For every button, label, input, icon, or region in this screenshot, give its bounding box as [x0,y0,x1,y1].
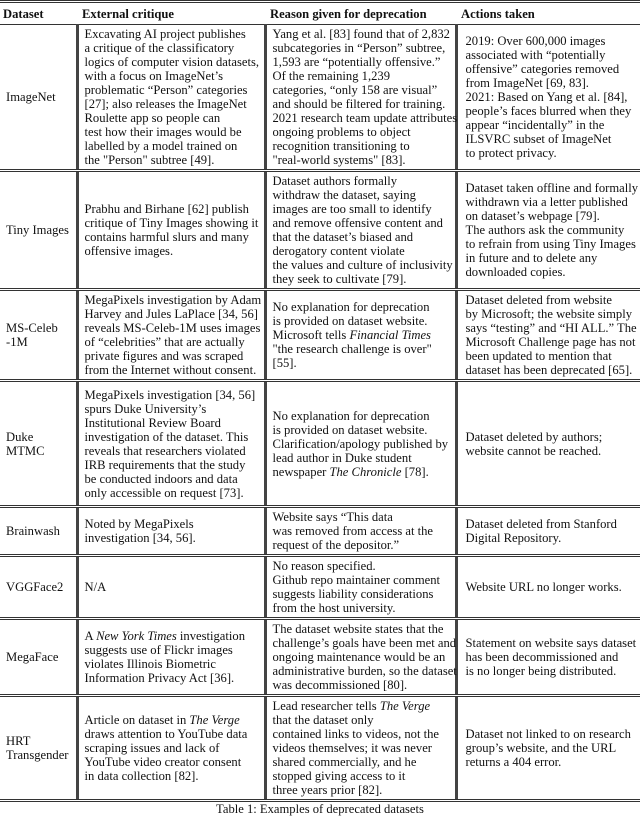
cell-line: by Microsoft; the website simply [465,307,632,321]
cell-line: shared commercially, and he [272,755,417,769]
cell-line: violates Illinois Biometric [84,657,217,671]
cell-line: administrative burden, so the dataset [272,664,457,678]
cell-reason-deprecation [265,507,456,556]
cell-line: Institutional Review Board [84,415,221,430]
cell-line: labelled by a model trained on [84,139,238,153]
cell-line: A New York Times investigation [84,629,245,643]
cell-line: 2019: Over 600,000 images [465,34,606,48]
cell-line: IRB requirements that the study [84,457,246,472]
header-dataset: Dataset [3,7,44,21]
cell-actions-taken [456,696,640,801]
cell-line: videos themselves; it was never [272,741,432,755]
cell-line: critique of Tiny Images showing it [84,216,259,230]
cell-line: from the Internet without consent. [84,363,257,377]
cell-line: with a focus on ImageNet’s [84,69,223,83]
cell-line: withdrawn via a letter published [465,195,628,209]
cell-line: is no longer being distributed. [465,664,617,678]
cell-line: says “testing” and “HI ALL.” The [465,321,637,335]
cell-line: be conducted indoors and data [84,471,238,486]
cell-line: No explanation for deprecation [272,408,430,423]
cell-line: was decommissioned [80]. [272,678,408,692]
cell-line: stopped giving access to it [272,769,406,783]
cell-line: The dataset website states that the [272,622,444,636]
cell-line: returns a 404 error. [465,755,562,769]
cell-line: suggests use of Flickr images [84,643,233,657]
cell-line: [27]; also releases the ImageNet [84,97,247,111]
cell-line: Github repo maintainer comment [272,573,441,587]
cell-dataset [0,619,77,696]
table-header-row [0,2,640,25]
cell-line: the "Person" subtree [49]. [84,153,215,167]
cell-line: MegaPixels investigation by Adam [84,293,262,307]
cell-line: offensive images. [84,244,174,258]
cell-reason-deprecation [265,619,456,696]
cell-reason-deprecation [265,556,456,619]
cell-line: Dataset taken offline and formally [465,181,639,195]
cell-line: 2021: Based on Yang et al. [84], [465,90,628,104]
cell-line: is provided on dataset website. [272,314,428,328]
cell-line: of “celebrities” that are actually [84,335,245,349]
cell-line: dataset has been deprecated [65]. [465,363,633,377]
cell-line: Noted by MegaPixels [84,517,194,531]
cell-line: spurs Duke University’s [84,401,207,416]
cell-line: to refrain from using Tiny Images [465,237,636,251]
cell-external-critique [77,381,265,507]
cell-line: challenge’s goals have been met and [272,636,457,650]
cell-line: in data collection [82]. [84,769,199,783]
cell-line: a critique of the classificatory [84,41,235,55]
cell-line: was removed from access at the [272,524,434,538]
cell-line: is provided on dataset website. [272,422,428,437]
cell-line: MegaPixels investigation [34, 56] [84,387,256,402]
cell-line: HRT [6,734,31,748]
cell-dataset [0,290,77,381]
cell-external-critique [77,171,265,290]
cell-line: 1,593 are “potentially offensive.” [272,55,441,69]
cell-dataset [0,696,77,801]
cell-line: YouTube video creator consent [84,755,242,769]
cell-reason-deprecation [265,171,456,290]
cell-line: -1M [6,335,28,349]
cell-reason-deprecation [265,381,456,507]
cell-external-critique [77,290,265,381]
cell-line: recognition transitioning to [272,139,410,153]
cell-line: Lead researcher tells The Verge [272,699,431,713]
cell-line: MegaFace [6,650,59,664]
cell-line: contained links to videos, not the [272,727,439,741]
cell-line: Microsoft Challenge page has not [465,335,636,349]
cell-line: Harvey and Jules LaPlace [34, 56] [84,307,258,321]
cell-line: MS-Celeb [6,321,58,335]
cell-line: Yang et al. [83] found that of 2,832 [272,27,450,41]
cell-line: Statement on website says dataset [465,636,637,650]
cell-line: [55]. [272,356,297,370]
cell-line: been updated to mention that [465,349,612,363]
cell-line: VGGFace2 [6,580,64,594]
cell-line: to protect privacy. [465,146,557,160]
cell-line: Of the remaining 1,239 [272,69,391,83]
cell-external-critique [77,556,265,619]
cell-external-critique [77,696,265,801]
cell-line: Article on dataset in The Verge [84,713,240,727]
cell-line: Transgender [6,748,69,762]
cell-line: Microsoft tells Financial Times [272,328,431,342]
cell-dataset [0,25,77,171]
cell-dataset [0,556,77,619]
cell-line: "the research challenge is over" [272,342,432,356]
header-external-critique: External critique [82,7,174,21]
cell-line: Dataset authors formally [272,174,397,188]
cell-dataset [0,171,77,290]
cell-line: and should be filtered for training. [272,97,446,111]
cell-line: request of the depositor.” [272,538,400,552]
cell-reason-deprecation [265,290,456,381]
cell-actions-taken [456,619,640,696]
table-row [0,696,640,801]
cell-line: ongoing maintenance would be an [272,650,446,664]
cell-line: Prabhu and Birhane [62] publish [84,202,249,216]
cell-line: ImageNet [6,90,56,104]
cell-actions-taken [456,381,640,507]
cell-reason-deprecation [265,25,456,171]
cell-line: Information Privacy Act [36]. [84,671,235,685]
cell-line: investigation of the dataset. This [84,429,249,444]
cell-line: offensive” categories removed [465,62,620,76]
cell-dataset [0,381,77,507]
cell-line: subcategories in “Person” subtree, [272,41,446,55]
cell-line: No reason specified. [272,559,376,573]
cell-external-critique [77,25,265,171]
cell-line: they seek to cultivate [79]. [272,272,407,286]
cell-line: from ImageNet [69, 83]. [465,76,589,90]
cell-dataset [0,507,77,556]
cell-line: reveals that researchers violated [84,443,246,458]
cell-line: that the dataset only [272,713,374,727]
cell-line: lead author in Duke student [272,450,412,465]
cell-line: only accessible on request [73]. [84,485,244,500]
cell-line: Clarification/apology published by [272,436,449,451]
cell-line: Roulette app so people can [84,111,221,125]
header-reason-deprecation: Reason given for deprecation [270,7,427,21]
cell-line: draws attention to YouTube data [84,727,248,741]
cell-line: Dataset deleted by authors; [465,429,603,444]
cell-line: Tiny Images [6,223,69,237]
table-row [0,507,640,556]
table-row [0,619,640,696]
cell-actions-taken [456,25,640,171]
cell-line: logics of computer vision datasets, [84,55,260,69]
cell-line: that the dataset’s biased and [272,230,414,244]
cell-line: three years prior [82]. [272,783,383,797]
cell-line: Dataset deleted from website [465,293,613,307]
cell-reason-deprecation [265,696,456,801]
cell-line: group’s website, and the URL [465,741,617,755]
cell-line: derogatory content violate [272,244,405,258]
cell-line: associated with “potentially [465,48,606,62]
cell-line: investigation [34, 56]. [84,531,196,545]
cell-line: has been decommissioned and [465,650,619,664]
cell-actions-taken [456,290,640,381]
table-row [0,381,640,507]
cell-actions-taken [456,556,640,619]
cell-line: Website says “This data [272,510,393,524]
table-row [0,290,640,381]
cell-line: and remove offensive content and [272,216,443,230]
cell-line: newspaper The Chronicle [78]. [272,464,429,479]
header-actions-taken: Actions taken [461,7,535,21]
cell-line: MTMC [6,443,45,458]
cell-line: downloaded copies. [465,265,566,279]
cell-line: reveals MS-Celeb-1M uses images [84,321,261,335]
cell-line: Dataset not linked to on research [465,727,631,741]
cell-line: on dataset’s webpage [79]. [465,209,600,223]
cell-actions-taken [456,507,640,556]
cell-line: categories, “only 158 are visual” [272,83,438,97]
cell-line: suggests liability considerations [272,587,434,601]
cell-line: ongoing problems to object [272,125,411,139]
table-row [0,556,640,619]
cell-line: Digital Repository. [465,531,562,545]
cell-line: 2021 research team update attributes [272,111,458,125]
table-caption: Table 1: Examples of deprecated datasets [216,802,424,816]
table-row [0,25,640,171]
cell-line: test how their images would be [84,125,242,139]
cell-line: Website URL no longer works. [465,580,622,594]
cell-line: problematic “Person” categories [84,83,248,97]
cell-line: Excavating AI project publishes [84,27,246,41]
cell-line: appear “incidentally” in the [465,118,605,132]
cell-line: contains harmful slurs and many [84,230,249,244]
cell-line: No explanation for deprecation [272,300,430,314]
cell-line: Duke [6,429,34,444]
cell-line: people’s faces blurred when they [465,104,632,118]
cell-line: scraping issues and lack of [84,741,220,755]
cell-line: private figures and was scraped [84,349,244,363]
cell-line: ILSVRC subset of ImageNet [465,132,612,146]
table-row [0,171,640,290]
cell-line: N/A [84,580,107,594]
cell-actions-taken [456,171,640,290]
cell-line: withdraw the dataset, saying [272,188,416,202]
cell-external-critique [77,619,265,696]
cell-line: website cannot be reached. [465,443,602,458]
cell-line: The authors ask the community [465,223,625,237]
cell-external-critique [77,507,265,556]
cell-line: from the host university. [272,601,396,615]
cell-line: Dataset deleted from Stanford [465,517,617,531]
cell-line: the values and culture of inclusivity [272,258,453,272]
cell-line: images are too small to identify [272,202,432,216]
cell-line: in future and to delete any [465,251,598,265]
cell-line: Brainwash [6,524,60,538]
cell-line: "real-world systems" [83]. [272,153,406,167]
